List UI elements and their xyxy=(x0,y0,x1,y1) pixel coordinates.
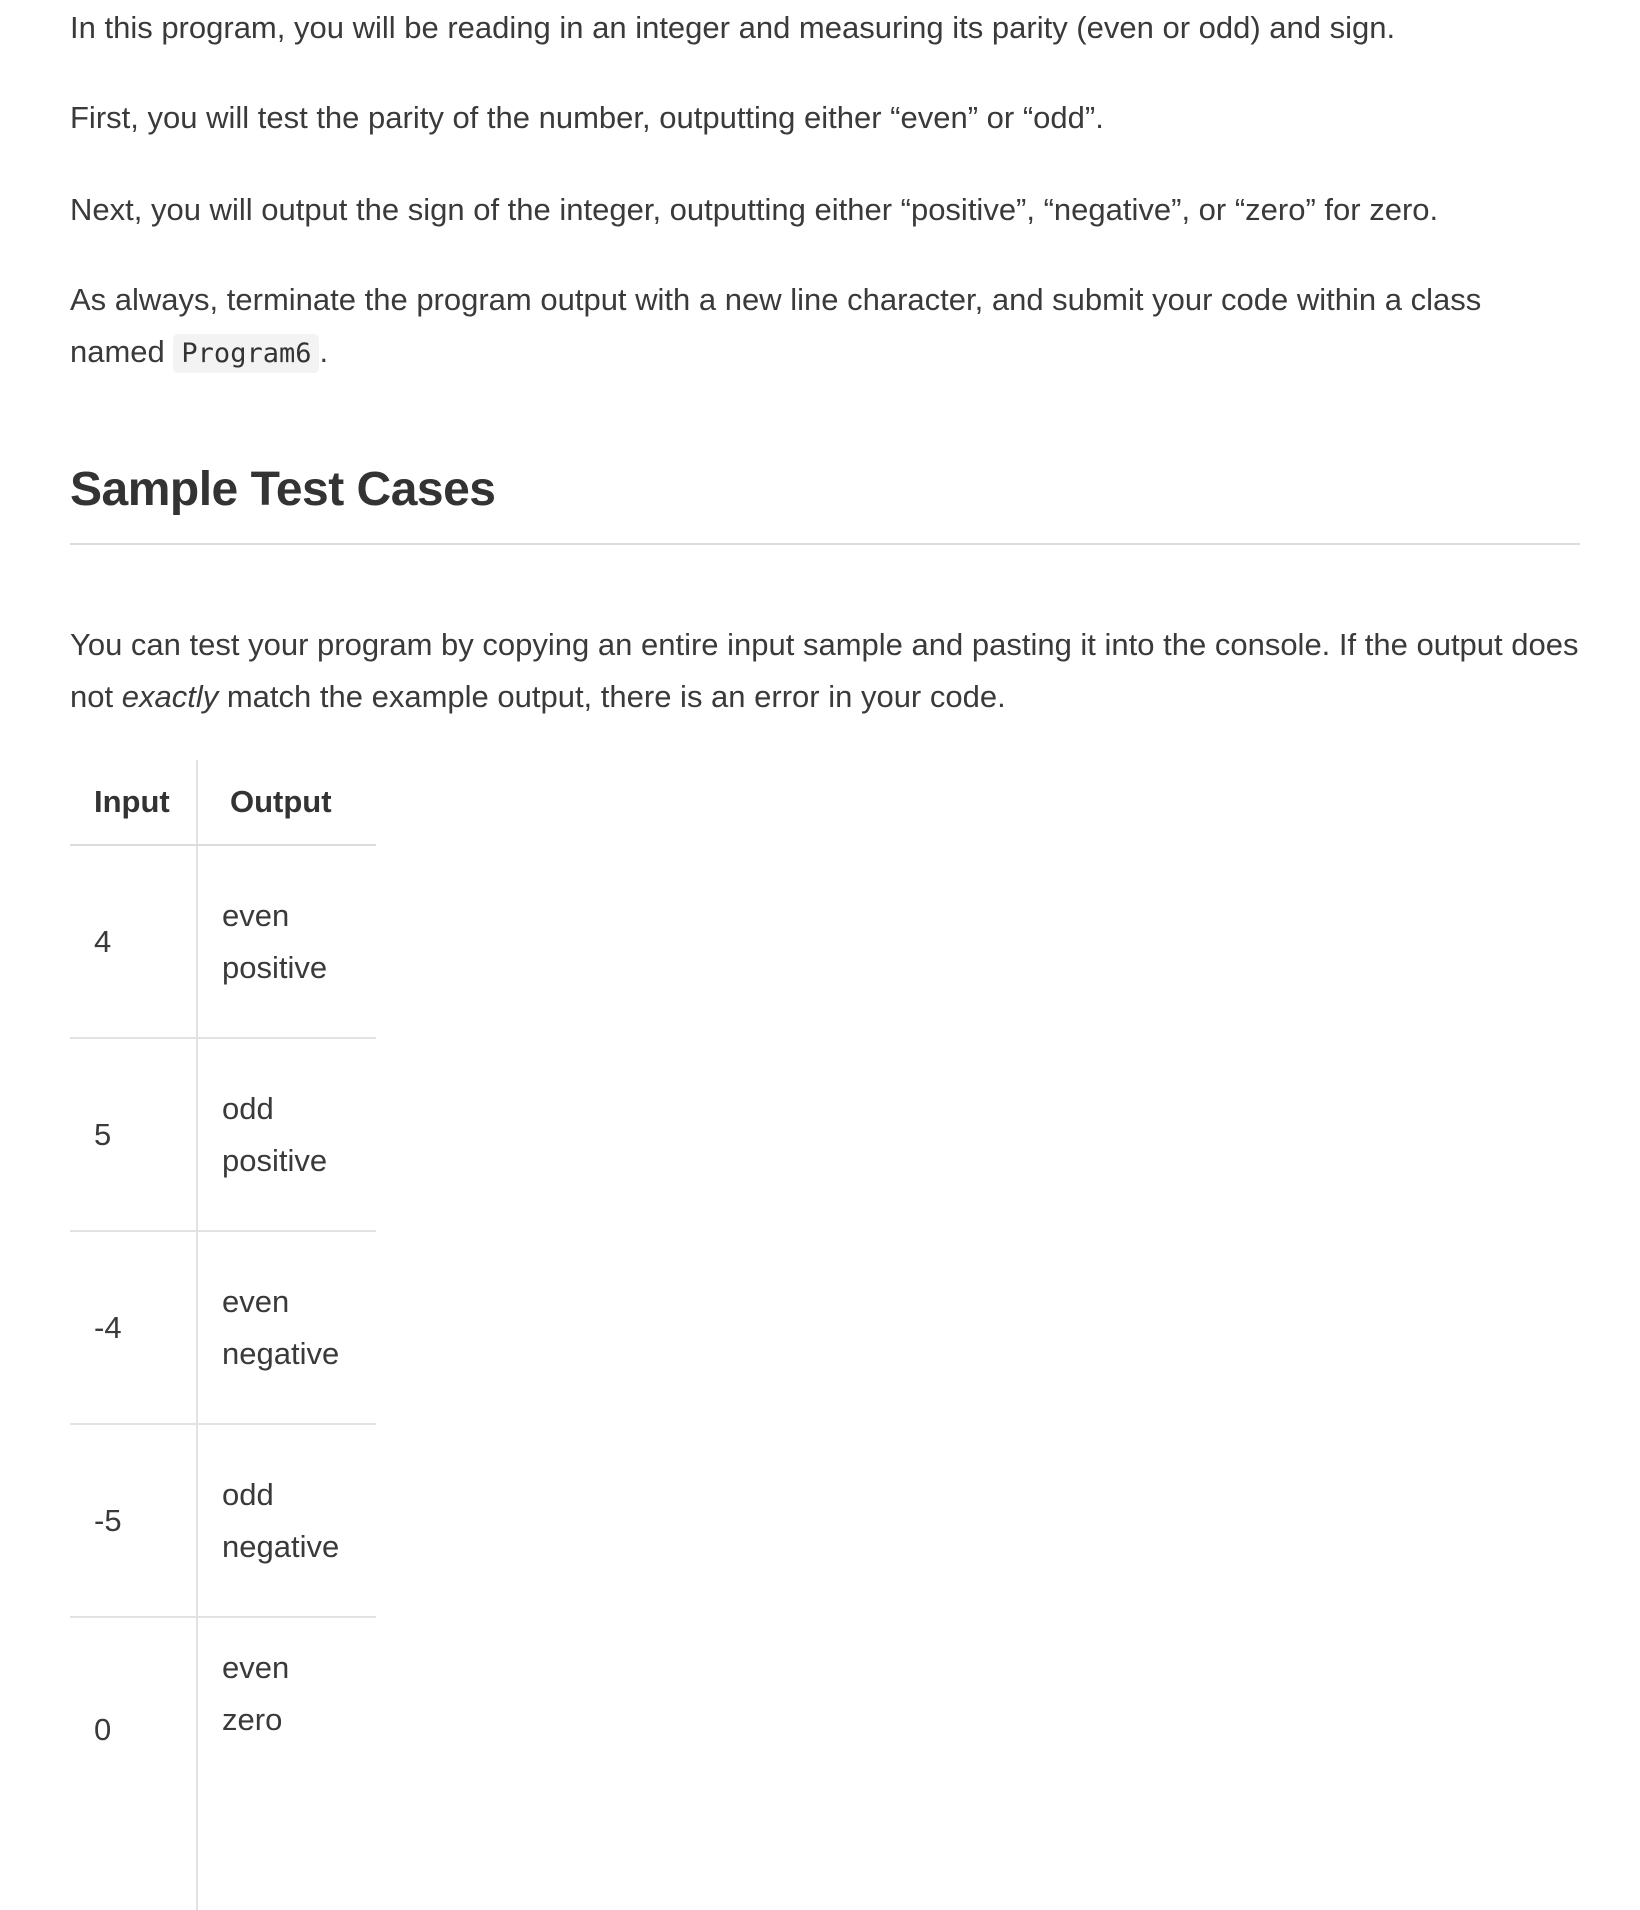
input-column-header: Input xyxy=(70,760,197,845)
output-line: even xyxy=(222,897,290,933)
sample-test-table xyxy=(70,760,376,1910)
output-cell xyxy=(197,1617,376,1910)
output-line: positive xyxy=(222,1142,328,1178)
input-cell: 4 xyxy=(70,845,197,1038)
table-row xyxy=(70,1231,376,1424)
output-cell xyxy=(197,1424,376,1617)
output-cell xyxy=(197,1038,376,1231)
table-row xyxy=(70,1038,376,1231)
output-line: odd xyxy=(222,1476,274,1512)
intro-paragraph: In this program, you will be reading in an integer and measuring its parity (even or odd) and sign. xyxy=(70,10,1396,45)
output-line: negative xyxy=(222,1528,340,1564)
output-line: zero xyxy=(222,1702,283,1737)
output-line: positive xyxy=(222,949,328,985)
parity-paragraph: First, you will test the parity of the number, outputting either “even” or “odd”. xyxy=(70,100,1104,135)
sign-paragraph: Next, you will output the sign of the integer, outputting either “positive”, “negative”, or “zero” for zero. xyxy=(70,192,1439,227)
testing-text-end: match the example output, there is an error in your code. xyxy=(226,679,1006,714)
testing-text-start: You can test your program by copying an entire input sample and pasting it into the console. If the output does not xyxy=(70,627,1579,714)
table-row xyxy=(70,1617,376,1910)
output-line: negative xyxy=(222,1335,340,1371)
class-name-code: Program6 xyxy=(173,334,319,373)
table-row xyxy=(70,845,376,1038)
output-line: even xyxy=(222,1283,290,1319)
table-header-row xyxy=(70,760,376,845)
output-column-header: Output xyxy=(197,760,376,845)
output-line: even xyxy=(222,1650,290,1685)
submission-paragraph xyxy=(70,274,1580,380)
testing-emphasis: exactly xyxy=(121,679,219,714)
input-cell: 0 xyxy=(70,1617,197,1910)
output-line: odd xyxy=(222,1090,274,1126)
output-cell xyxy=(197,845,376,1038)
table-row xyxy=(70,1424,376,1617)
input-cell: -5 xyxy=(70,1424,197,1617)
submission-period: . xyxy=(319,334,329,369)
input-cell: 5 xyxy=(70,1038,197,1231)
testing-paragraph xyxy=(70,619,1580,723)
output-cell xyxy=(197,1231,376,1424)
heading-divider xyxy=(70,543,1580,545)
section-heading: Sample Test Cases xyxy=(70,463,496,516)
submission-text: As always, terminate the program output with a new line character, and submit your code within a class named xyxy=(70,282,1482,369)
input-cell: -4 xyxy=(70,1231,197,1424)
